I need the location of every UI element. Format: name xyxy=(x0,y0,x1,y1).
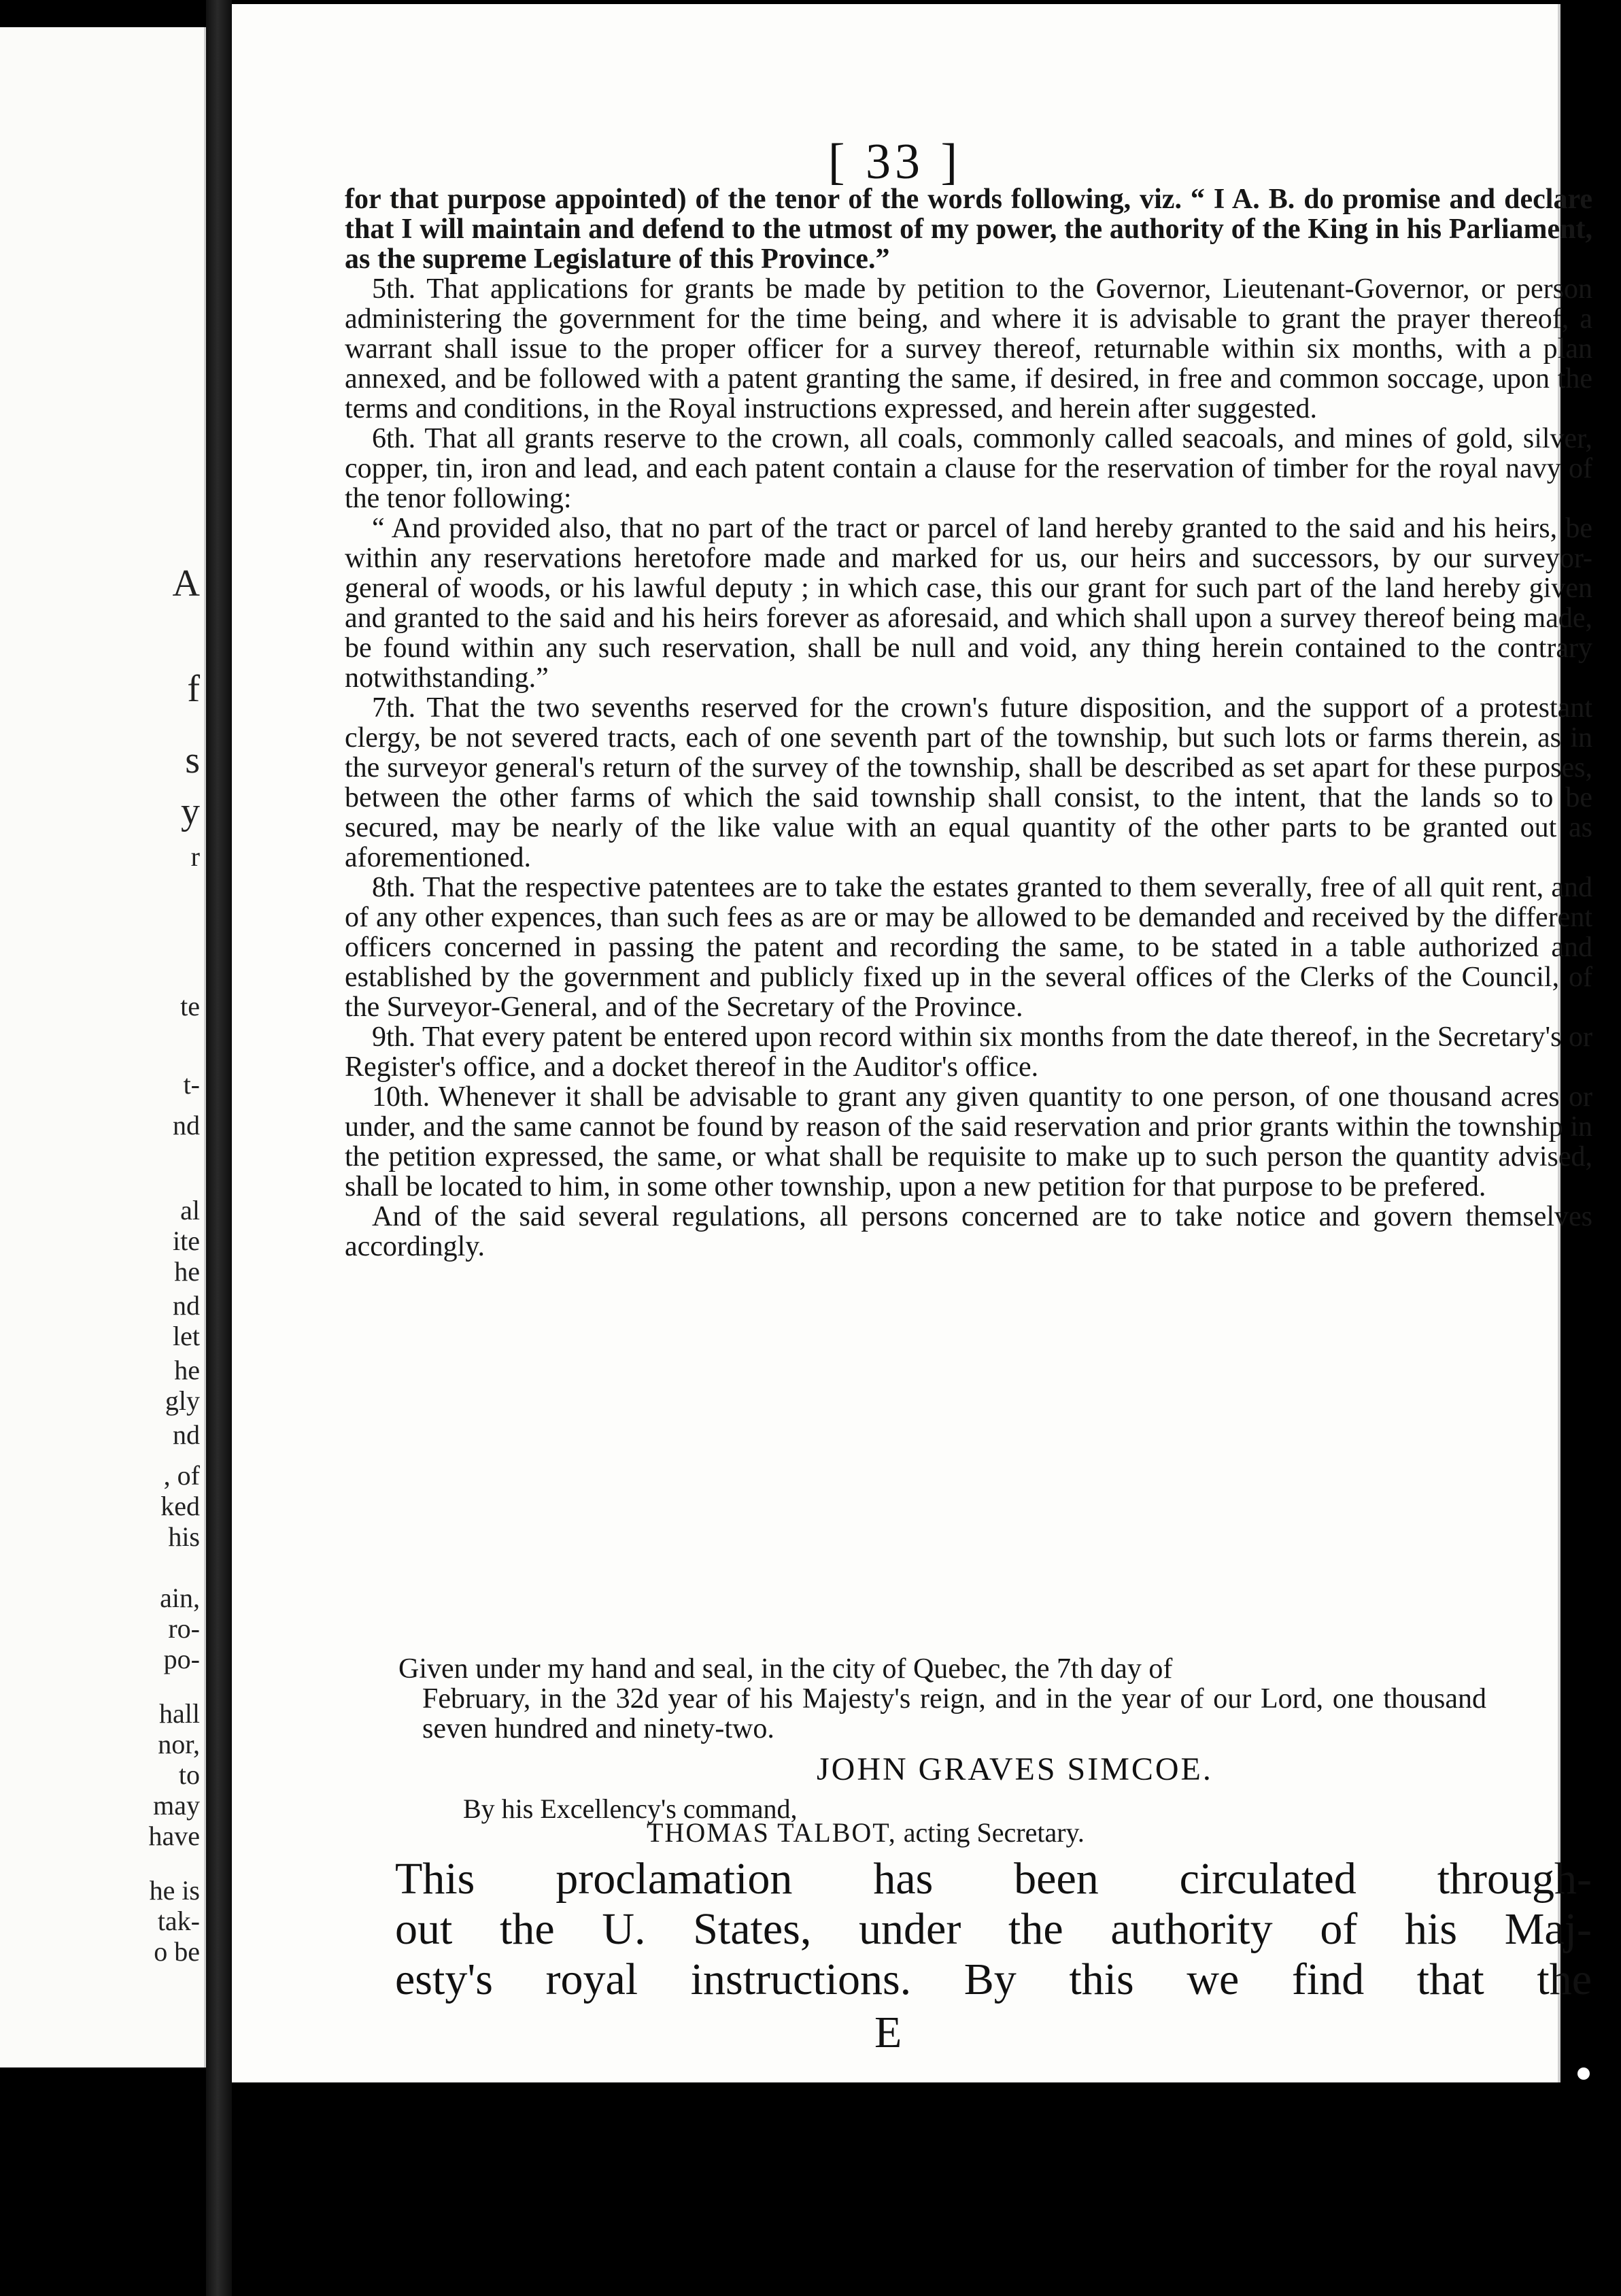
facing-page-fragment: t- xyxy=(183,1069,200,1100)
facing-page-fragment: he is xyxy=(149,1875,200,1906)
paragraph-10th: 10th. Whenever it shall be advisable to grant any given quantity to one person, of one thousand acres or under, and the same cannot be found by reason of the said reservation and prior grants within the township in the petition expressed, the same, or what shall be requisite to make up to such person the quantity advised, shall be located to him, in some other township, upon a new petition for that purpose to be prefered. xyxy=(345,1081,1592,1202)
facing-page-fragment: nd xyxy=(173,1290,200,1321)
given-line-2: February, in the 32d year of his Majesty's reign, and in the year of our Lord, one thousand seven hundred and ninety-two. xyxy=(422,1683,1486,1744)
facing-page-fragment: al xyxy=(180,1195,200,1226)
facing-page-fragment: po- xyxy=(163,1644,200,1674)
facing-page-fragment: hall xyxy=(159,1698,200,1729)
facing-page-fragment: ain, xyxy=(160,1583,200,1613)
paragraph-7th: 7th. That the two sevenths reserved for the crown's future disposition, and the support of a protestant clergy, be not severed tracts, each of one seventh part of the township, but such lots or farms therein, as in the surveyor general's return of the survey of the township, shall be described as set apart for these purposes, between the other farms of which the said township shall consist, to the intent, that the lands so to be secured, may be nearly of the like value with an equal quantity of the other parts to be granted out as aforementioned. xyxy=(345,692,1592,873)
facing-page-edge xyxy=(0,27,206,2067)
facing-page-fragment: A xyxy=(172,562,200,605)
signature-name: JOHN GRAVES SIMCOE. xyxy=(817,1751,1213,1787)
closing-line-2: out the U. States, under the authority of his Maj- xyxy=(395,1904,1592,1954)
secretary-title: acting Secretary. xyxy=(903,1817,1085,1848)
facing-page-fragment: may xyxy=(153,1790,200,1821)
facing-page-fragment: f xyxy=(187,668,200,710)
facing-page-fragment: nd xyxy=(173,1110,200,1141)
facing-page-fragment: have xyxy=(148,1821,200,1851)
facing-page-fragment: , of xyxy=(163,1460,200,1491)
facing-page-fragment: he xyxy=(174,1355,200,1385)
facing-page-fragment: y xyxy=(181,790,200,832)
facing-page-fragment: gly xyxy=(165,1385,200,1416)
facing-page-fragment: he xyxy=(174,1256,200,1287)
given-line-1: Given under my hand and seal, in the city of Quebec, the 7th day of xyxy=(398,1653,1173,1685)
book-gutter xyxy=(206,0,232,2296)
scan-artifact xyxy=(1577,2067,1590,2080)
paragraph-oath: for that purpose appointed) of the tenor of the words following, viz. “ I A. B. do promise and declare that I will maintain and defend to the utmost of my power, the authority of the King in his Parliament, as the supreme Legislature of this Province.” xyxy=(345,184,1592,275)
facing-page-fragment: ite xyxy=(173,1226,200,1256)
command-line: By his Excellency's command, xyxy=(463,1793,798,1824)
facing-page-fragment: nor, xyxy=(158,1729,200,1759)
facing-page-fragment: nd xyxy=(173,1419,200,1450)
secretary-name: THOMAS TALBOT, xyxy=(647,1817,897,1848)
facing-page-fragment: te xyxy=(180,991,200,1022)
closing-line-3: esty's royal instructions. By this we find that the xyxy=(395,1955,1592,2004)
proclamation-body xyxy=(345,184,1592,1262)
secretary-line xyxy=(647,1817,1085,1848)
facing-page-fragment: s xyxy=(185,739,200,781)
paragraph-9th: 9th. That every patent be entered upon record within six months from the date thereof, in the Secretary's or Register's office, and a docket thereof in the Auditor's office. xyxy=(345,1022,1592,1083)
closing-line-1: This proclamation has been circulated through- xyxy=(395,1854,1592,1904)
facing-page-fragment: tak- xyxy=(157,1906,200,1936)
facing-page-fragment: ked xyxy=(160,1491,200,1521)
given-under-hand xyxy=(398,1654,1486,1744)
facing-page-fragment: r xyxy=(190,841,200,872)
paragraph-8th: 8th. That the respective patentees are to take the estates granted to them severally, free of all quit rent, and of any other expences, than such fees as are or may be allowed to be demanded and received by the different officers concerned in passing the patent and recording the same, to be stated in a table authorized and established by the government and publicly fixed up in the several offices of the Clerks of the Council, of the Surveyor-General, and of the Secretary of the Province. xyxy=(345,872,1592,1023)
facing-page-fragment: ro- xyxy=(168,1613,200,1644)
catchword: E xyxy=(874,2008,902,2057)
paragraph-6th: 6th. That all grants reserve to the crown, all coals, commonly called seacoals, and mines of gold, silver, copper, tin, iron and lead, and each patent contain a clause for the reservation of timber for the royal navy of the tenor following: xyxy=(345,423,1592,514)
document-page xyxy=(232,4,1592,2082)
paragraph-notice: And of the said several regulations, all persons concerned are to take notice and govern themselves accordingly. xyxy=(345,1201,1592,1262)
paragraph-reservation-clause: “ And provided also, that no part of the tract or parcel of land hereby granted to the said and his heirs, be within any reservations heretofore made and marked for us, our heirs and successors, by our surveyor-general of woods, or his lawful deputy ; in which case, this our grant for such part of the land hereby given and granted to the said and his heirs forever as aforesaid, and which shall upon a survey thereof being made, be found within any such reservation, shall be null and void, any thing herein contained to the contrary notwithstanding.” xyxy=(345,513,1592,694)
facing-page-fragment: o be xyxy=(154,1936,200,1967)
facing-page-fragment: his xyxy=(168,1521,200,1552)
facing-page-fragment: let xyxy=(173,1321,200,1351)
paragraph-5th: 5th. That applications for grants be made by petition to the Governor, Lieutenant-Governor, or person administering the government for the time being, and where it is advisable to grant the prayer thereof, a warrant shall issue to the proper officer for a survey thereof, returnable within six months, with a plan annexed, and be followed with a patent granting the same, if desired, in free and common soccage, upon the terms and conditions, in the Royal instructions expressed, and herein after suggested. xyxy=(345,273,1592,424)
page-number: [ 33 ] xyxy=(827,134,962,190)
facing-page-fragment: to xyxy=(178,1759,200,1790)
closing-paragraph xyxy=(395,1854,1592,2005)
